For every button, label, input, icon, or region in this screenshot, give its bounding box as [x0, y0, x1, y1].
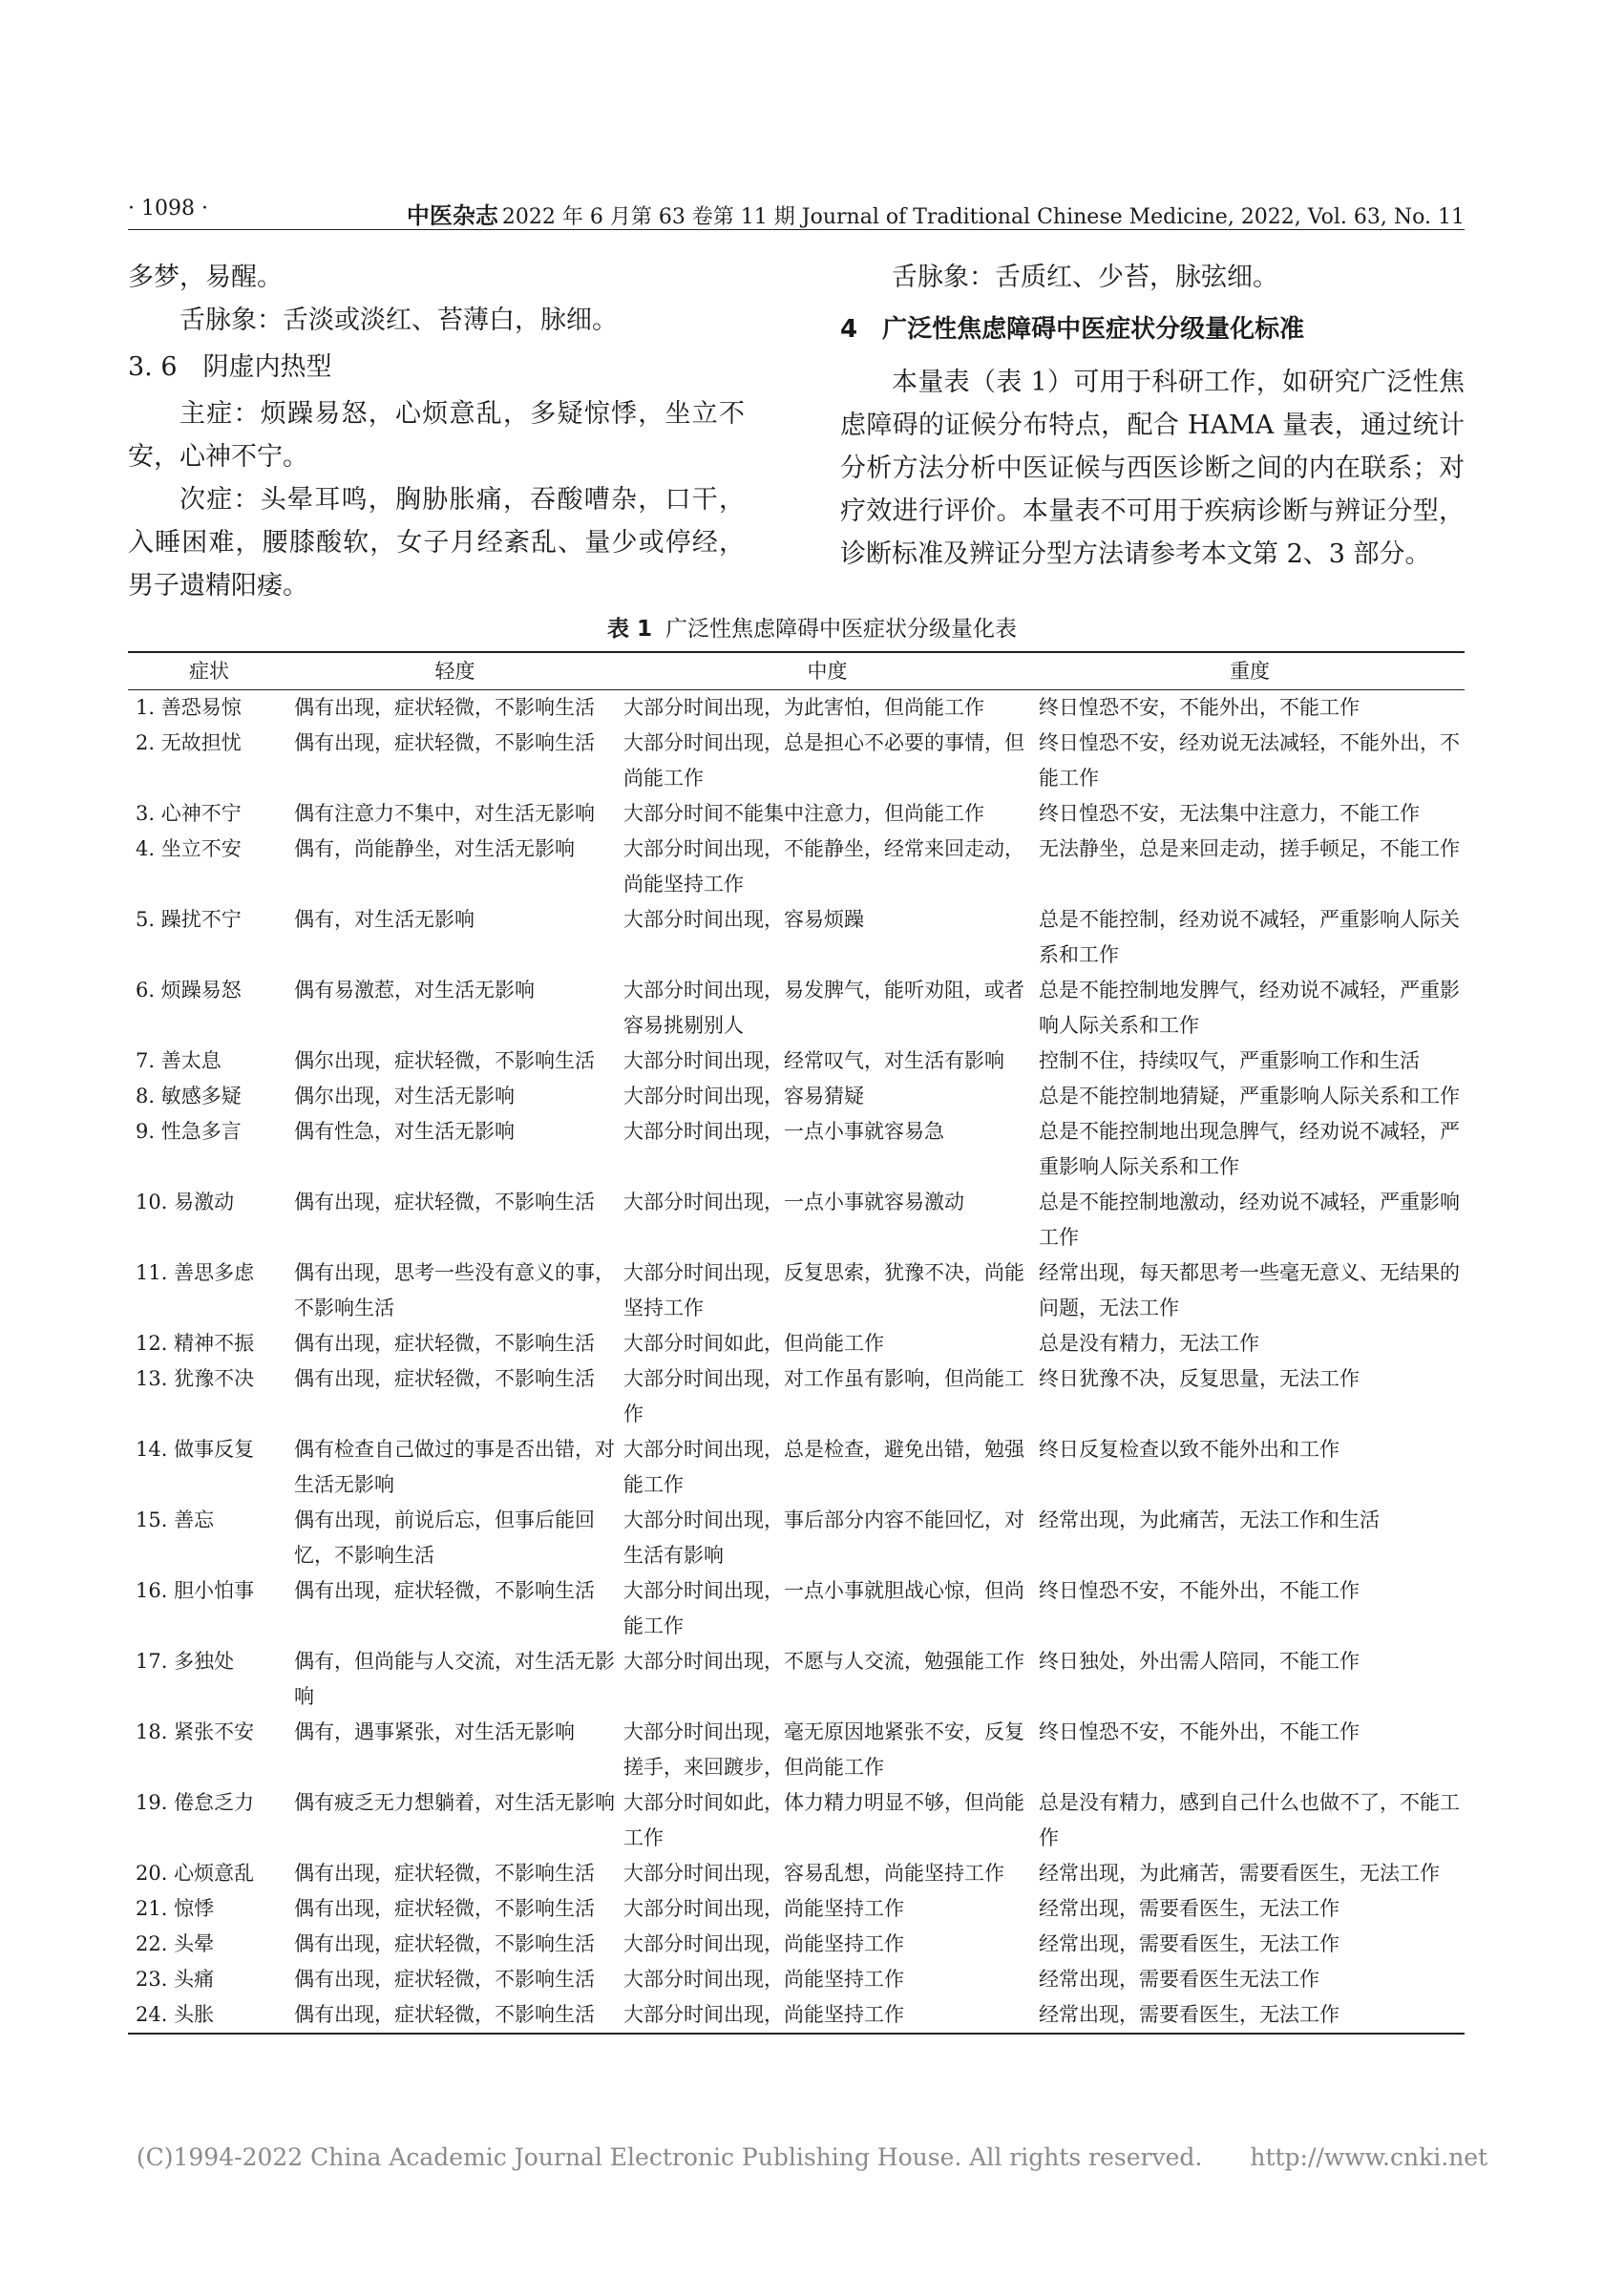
cell-symptom: 21. 惊悸	[136, 1897, 215, 1920]
cell-mild: 偶有检查自己做过的事是否出错，对生活无影响	[294, 1438, 615, 1496]
cell-symptom: 20. 心烦意乱	[136, 1862, 255, 1885]
table-row	[128, 1503, 1465, 1573]
cell-moderate: 大部分时间如此，体力精力明显不够，但尚能工作	[623, 1791, 1024, 1849]
cell-symptom: 1. 善恐易惊	[136, 696, 242, 719]
table-row	[128, 1644, 1465, 1715]
cell-symptom: 23. 头痛	[136, 1968, 215, 1991]
cell-severe: 总是不能控制，经劝说不减轻，严重影响人际关系和工作	[1039, 908, 1460, 966]
cell-symptom: 3. 心神不宁	[136, 802, 242, 825]
running-header	[128, 197, 1465, 230]
cell-moderate: 大部分时间出现，事后部分内容不能回忆，对生活有影响	[623, 1508, 1024, 1567]
cell-moderate: 大部分时间出现，容易猜疑	[623, 1085, 864, 1107]
table-row	[128, 1962, 1465, 1997]
cell-severe: 终日犹豫不决，反复思量，无法工作	[1039, 1367, 1360, 1390]
cell-severe: 终日反复检查以致不能外出和工作	[1039, 1438, 1339, 1461]
cell-severe: 经常出现，需要看医生，无法工作	[1039, 1932, 1339, 1955]
cell-symptom: 12. 精神不振	[136, 1332, 255, 1355]
table-row	[128, 973, 1465, 1044]
cell-symptom: 11. 善思多虑	[136, 1261, 255, 1284]
left-para-2: 舌脉象：舌淡或淡红、苔薄白，脉细。	[179, 306, 618, 335]
cell-symptom: 15. 善忘	[136, 1508, 215, 1531]
cell-severe: 终日惶恐不安，经劝说无法减轻，不能外出，不能工作	[1039, 731, 1460, 790]
journal-title	[407, 197, 1465, 230]
symptom-grading-table	[128, 651, 1465, 2035]
cell-mild: 偶有出现，症状轻微，不影响生活	[294, 1862, 595, 1885]
cell-severe: 经常出现，需要看医生无法工作	[1039, 1968, 1319, 1991]
cell-moderate: 大部分时间出现，易发脾气，能听劝阻，或者容易挑剔别人	[623, 979, 1024, 1037]
header-severe: 重度	[1035, 652, 1465, 690]
cell-mild: 偶有，对生活无影响	[294, 908, 475, 931]
cell-mild: 偶尔出现，对生活无影响	[294, 1085, 515, 1107]
cell-severe: 总是不能控制地猜疑，严重影响人际关系和工作	[1039, 1085, 1460, 1107]
cell-symptom: 2. 无故担忧	[136, 731, 242, 754]
cell-mild: 偶有注意力不集中，对生活无影响	[294, 802, 595, 825]
cell-mild: 偶有出现，症状轻微，不影响生活	[294, 1367, 595, 1390]
header-symptom: 症状	[128, 652, 290, 690]
cell-symptom: 5. 躁扰不宁	[136, 908, 242, 931]
cell-mild: 偶有，但尚能与人交流，对生活无影响	[294, 1650, 615, 1708]
table-row	[128, 1927, 1465, 1962]
cell-mild: 偶有出现，症状轻微，不影响生活	[290, 1997, 620, 2034]
cell-mild: 偶有出现，症状轻微，不影响生活	[294, 1932, 595, 1955]
table-row	[128, 1856, 1465, 1891]
cell-mild: 偶有出现，症状轻微，不影响生活	[294, 1332, 595, 1355]
cell-symptom: 24. 头胀	[128, 1997, 290, 2034]
table-row	[128, 690, 1465, 727]
subsection-heading: 3. 6 阴虚内热型	[128, 352, 332, 382]
right-para-2: 本量表（表 1）可用于科研工作，如研究广泛性焦虑障碍的证候分布特点，配合 HAMA 量表，通过统计分析方法分析中医证候与西医诊断之间的内在联系；对疗效进行评价。本量表不可用于疾病诊断与辨证分型，诊断标准及辨证分型方法请参考本文第 2、3 部分。	[840, 368, 1465, 569]
cell-moderate: 大部分时间出现，一点小事就容易激动	[623, 1191, 964, 1213]
cell-severe: 经常出现，需要看医生，无法工作	[1039, 1897, 1339, 1920]
cell-moderate: 大部分时间出现，经常叹气，对生活有影响	[623, 1049, 1004, 1072]
table-row	[128, 1361, 1465, 1432]
cell-severe: 总是不能控制地发脾气，经劝说不减轻，严重影响人际关系和工作	[1039, 979, 1460, 1037]
cell-symptom: 6. 烦躁易怒	[136, 979, 242, 1002]
cell-symptom: 16. 胆小怕事	[136, 1579, 255, 1602]
cell-severe: 终日惶恐不安，不能外出，不能工作	[1039, 1720, 1360, 1743]
table-header-row	[128, 652, 1465, 690]
right-column	[840, 256, 1465, 576]
cell-moderate: 大部分时间出现，容易乱想，尚能坚持工作	[623, 1862, 1004, 1885]
cell-severe: 终日惶恐不安，不能外出，不能工作	[1039, 1579, 1360, 1602]
cell-mild: 偶有出现，症状轻微，不影响生活	[294, 731, 595, 754]
journal-name-cn: 中医杂志	[406, 201, 498, 229]
cell-severe: 终日独处，外出需人陪同，不能工作	[1039, 1650, 1360, 1673]
cell-moderate: 大部分时间出现，反复思索，犹豫不决，尚能坚持工作	[623, 1261, 1024, 1319]
table-row	[128, 1715, 1465, 1785]
page-number: · 1098 ·	[128, 197, 208, 221]
cell-mild: 偶有易激惹，对生活无影响	[294, 979, 535, 1002]
table-row	[128, 1573, 1465, 1644]
cell-severe: 经常出现，需要看医生，无法工作	[1035, 1997, 1465, 2034]
cell-mild: 偶有出现，思考一些没有意义的事，不影响生活	[294, 1261, 615, 1319]
cell-severe: 经常出现，为此痛苦，无法工作和生活	[1039, 1508, 1380, 1531]
cell-moderate: 大部分时间出现，尚能坚持工作	[623, 1897, 904, 1920]
cell-symptom: 18. 紧张不安	[136, 1720, 255, 1743]
cell-symptom: 8. 敏感多疑	[136, 1085, 242, 1107]
table-caption	[0, 611, 1624, 643]
copyright-footer: (C)1994-2022 China Academic Journal Electronic Publishing House. All rights reserved. http://www.cnki.net	[136, 2143, 1488, 2171]
table-row	[128, 1255, 1465, 1326]
cell-severe: 经常出现，为此痛苦，需要看医生，无法工作	[1039, 1862, 1440, 1885]
left-para-4: 次症：头晕耳鸣，胸胁胀痛，吞酸嘈杂，口干，入睡困难，腰膝酸软，女子月经紊乱、量少或停经，男子遗精阳痿。	[128, 485, 745, 601]
cell-mild: 偶有，尚能静坐，对生活无影响	[294, 837, 575, 860]
cell-severe: 总是不能控制地激动，经劝说不减轻，严重影响工作	[1039, 1191, 1460, 1249]
table-row	[128, 832, 1465, 902]
cell-symptom: 13. 犹豫不决	[136, 1367, 255, 1390]
cell-moderate: 大部分时间如此，但尚能工作	[623, 1332, 884, 1355]
table-caption-text: 广泛性焦虑障碍中医症状分级量化表	[665, 617, 1017, 642]
cell-moderate: 大部分时间出现，一点小事就容易急	[623, 1120, 944, 1143]
cell-moderate: 大部分时间出现，不能静坐，经常来回走动，尚能坚持工作	[623, 837, 1024, 896]
cell-mild: 偶有出现，前说后忘，但事后能回忆，不影响生活	[294, 1508, 595, 1567]
cell-moderate: 大部分时间出现，尚能坚持工作	[623, 1968, 904, 1991]
section-heading: 4 广泛性焦虑障碍中医症状分级量化标准	[840, 315, 1305, 344]
cell-moderate: 大部分时间出现，一点小事就胆战心惊，但尚能工作	[623, 1579, 1024, 1637]
table-label: 表 1	[606, 617, 652, 642]
cell-symptom: 10. 易激动	[136, 1191, 235, 1213]
cell-severe: 终日惶恐不安，不能外出，不能工作	[1039, 696, 1360, 719]
cell-moderate: 大部分时间出现，为此害怕，但尚能工作	[623, 696, 984, 719]
cell-severe: 总是没有精力，无法工作	[1039, 1332, 1259, 1355]
cell-severe: 控制不住，持续叹气，严重影响工作和生活	[1039, 1049, 1420, 1072]
cell-mild: 偶有，遇事紧张，对生活无影响	[294, 1720, 575, 1743]
cell-moderate: 大部分时间出现，总是担心不必要的事情，但尚能工作	[623, 731, 1024, 790]
cell-moderate: 大部分时间出现，不愿与人交流，勉强能工作	[623, 1650, 1024, 1673]
cell-severe: 经常出现，每天都思考一些毫无意义、无结果的问题，无法工作	[1039, 1261, 1460, 1319]
cell-severe: 终日惶恐不安，无法集中注意力，不能工作	[1039, 802, 1420, 825]
cell-moderate: 大部分时间出现，总是检查，避免出错，勉强能工作	[623, 1438, 1024, 1496]
table-row	[128, 1326, 1465, 1361]
cell-moderate: 大部分时间出现，毫无原因地紧张不安，反复搓手，来回踱步，但尚能工作	[623, 1720, 1024, 1779]
cell-mild: 偶有性急，对生活无影响	[294, 1120, 515, 1143]
cell-symptom: 22. 头晕	[136, 1932, 215, 1955]
table-row	[128, 1997, 1465, 2034]
cell-mild: 偶有疲乏无力想躺着，对生活无影响	[294, 1791, 615, 1814]
table-row	[128, 1079, 1465, 1114]
table-row	[128, 726, 1465, 796]
header-moderate: 中度	[620, 652, 1035, 690]
cell-symptom: 4. 坐立不安	[136, 837, 242, 860]
table-row	[128, 1044, 1465, 1079]
cell-mild: 偶有出现，症状轻微，不影响生活	[294, 1897, 595, 1920]
cell-moderate: 大部分时间出现，尚能坚持工作	[623, 1932, 904, 1955]
left-column	[128, 256, 745, 607]
table-row	[128, 796, 1465, 832]
cell-symptom: 19. 倦怠乏力	[136, 1791, 255, 1814]
cell-mild: 偶有出现，症状轻微，不影响生活	[294, 696, 595, 719]
table-row	[128, 902, 1465, 973]
cell-moderate: 大部分时间不能集中注意力，但尚能工作	[623, 802, 984, 825]
cell-moderate: 大部分时间出现，容易烦躁	[623, 908, 864, 931]
left-para-3: 主症：烦躁易怒，心烦意乱，多疑惊悸，坐立不安，心神不宁。	[128, 399, 745, 472]
table-row	[128, 1891, 1465, 1927]
table-row	[128, 1114, 1465, 1185]
cell-symptom: 7. 善太息	[136, 1049, 221, 1072]
cell-severe: 无法静坐，总是来回走动，搓手顿足，不能工作	[1039, 837, 1460, 860]
cell-symptom: 9. 性急多言	[136, 1120, 242, 1143]
cell-mild: 偶有出现，症状轻微，不影响生活	[294, 1191, 595, 1213]
cell-mild: 偶有出现，症状轻微，不影响生活	[294, 1968, 595, 1991]
cell-symptom: 17. 多独处	[136, 1650, 235, 1673]
cell-mild: 偶有出现，症状轻微，不影响生活	[294, 1579, 595, 1602]
table-row	[128, 1785, 1465, 1856]
table-row	[128, 1185, 1465, 1255]
cell-severe: 总是不能控制地出现急脾气，经劝说不减轻，严重影响人际关系和工作	[1039, 1120, 1460, 1178]
cell-moderate: 大部分时间出现，尚能坚持工作	[620, 1997, 1035, 2034]
journal-issue-info: 2022 年 6 月第 63 卷第 11 期 Journal of Traditional Chinese Medicine, 2022, Vol. 63, No. 11	[501, 205, 1465, 229]
cell-severe: 总是没有精力，感到自己什么也做不了，不能工作	[1039, 1791, 1460, 1849]
cell-mild: 偶尔出现，症状轻微，不影响生活	[294, 1049, 595, 1072]
table-row	[128, 1432, 1465, 1503]
header-mild: 轻度	[290, 652, 620, 690]
cell-moderate: 大部分时间出现，对工作虽有影响，但尚能工作	[623, 1367, 1024, 1425]
cell-symptom: 14. 做事反复	[136, 1438, 255, 1461]
right-para-1: 舌脉象：舌质红、少苔，脉弦细。	[892, 263, 1278, 292]
left-para-1: 多梦，易醒。	[128, 263, 283, 292]
